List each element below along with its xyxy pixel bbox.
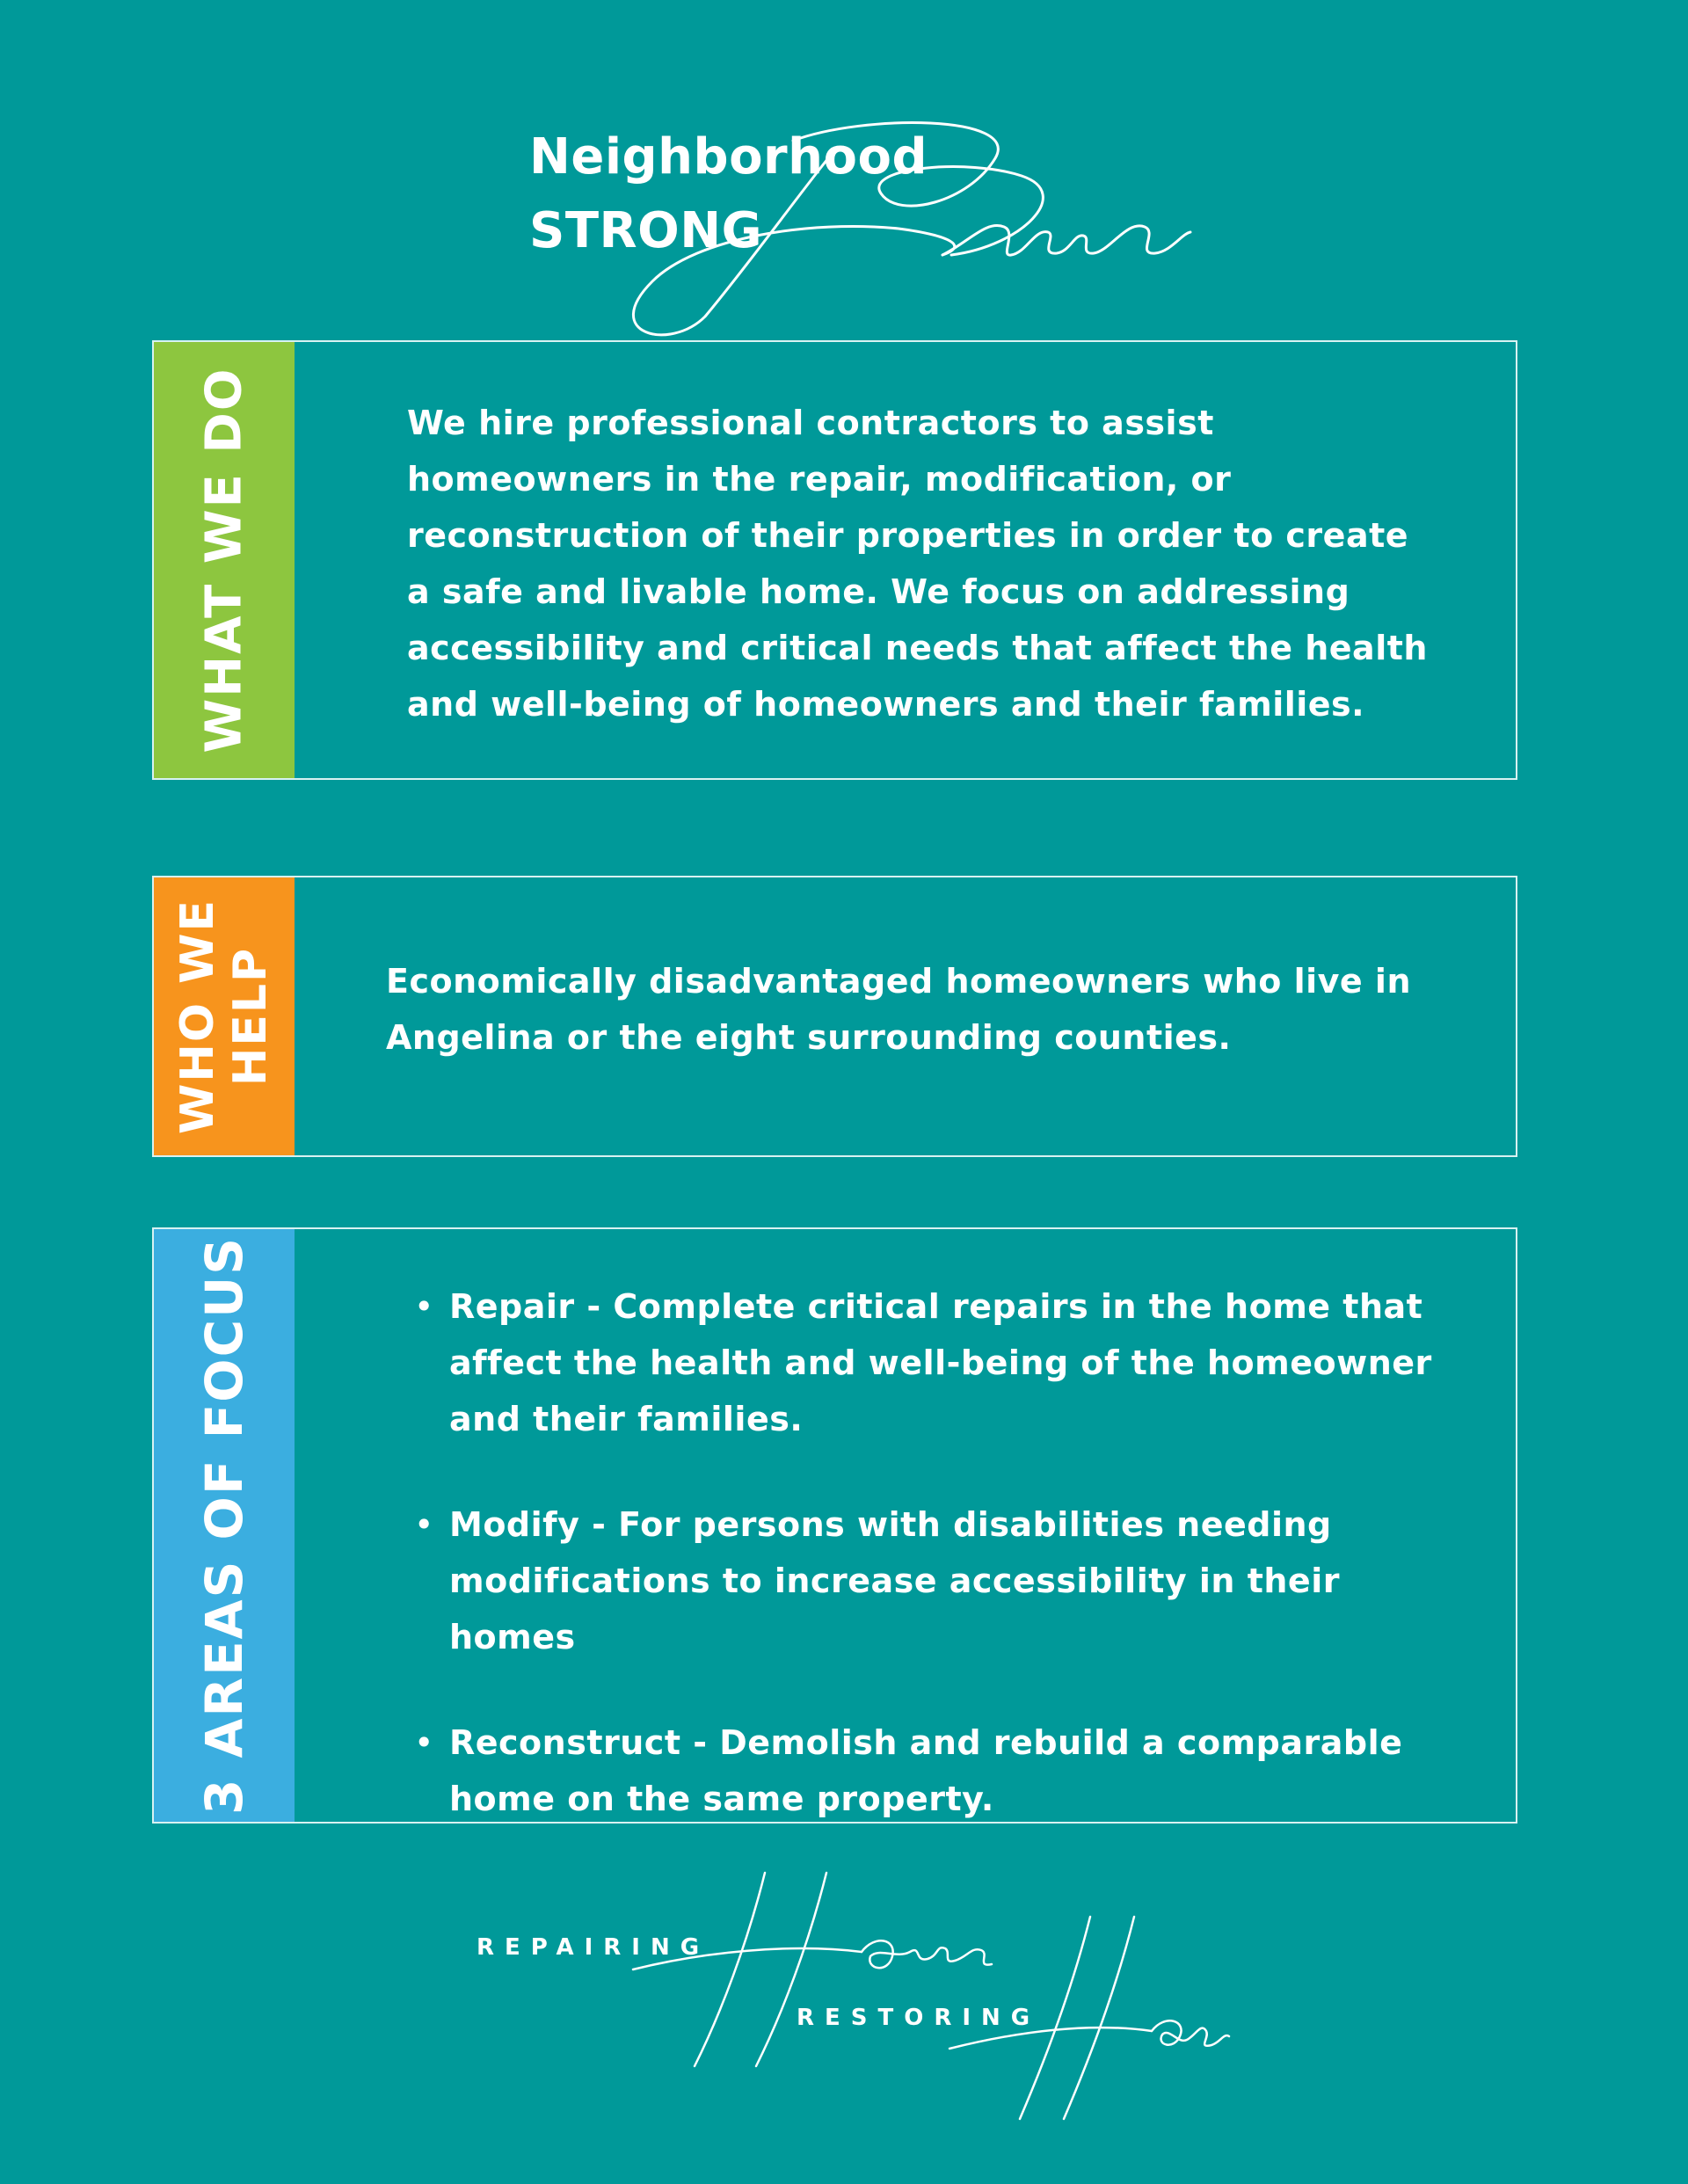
script-homes-hope-logo (457, 1864, 1231, 2163)
tab-label-line: HELP (224, 946, 277, 1087)
tab-label-areas-of-focus: 3 AREAS OF FOCUS (194, 1235, 254, 1816)
areas-of-focus-list-wrap (414, 1278, 1469, 1876)
footer-tagline (457, 1864, 1231, 2163)
tab-label-line: WHO WE (171, 898, 224, 1135)
focus-line: • Repair - Complete critical repairs in the home that (449, 1287, 1423, 1326)
tab-who-we-help (154, 877, 295, 1155)
tab-what-we-do (154, 342, 295, 778)
tab-label-who-we-help (171, 899, 277, 1134)
who-we-help-line: Angelina or the eight surrounding counties. (386, 1018, 1232, 1057)
who-we-help-line: Economically disadvantaged homeowners who live in (386, 962, 1412, 1001)
focus-item-repair (414, 1278, 1469, 1447)
focus-line: • Reconstruct - Demolish and rebuild a comparable (449, 1723, 1403, 1762)
what-we-do-line: a safe and livable home. We focus on addressing (407, 572, 1350, 611)
focus-item-modify (414, 1496, 1469, 1665)
focus-line: and their families. (449, 1400, 804, 1438)
logo-title (529, 123, 1197, 334)
section-who-we-help (152, 876, 1517, 1157)
script-basics-logo (529, 123, 1197, 334)
what-we-do-line: reconstruction of their properties in order to create (407, 516, 1409, 555)
what-we-do-line: and well-being of homeowners and their families. (407, 685, 1365, 724)
focus-item-reconstruct (414, 1714, 1469, 1827)
section-what-we-do (152, 340, 1517, 780)
tab-areas-of-focus (154, 1229, 295, 1822)
who-we-help-text (386, 953, 1441, 1066)
what-we-do-text (407, 395, 1462, 732)
section-areas-of-focus (152, 1227, 1517, 1824)
focus-line: • Modify - For persons with disabilities needing (449, 1505, 1332, 1544)
title-line-neighborhood: Neighborhood (529, 128, 928, 186)
tab-label-what-we-do: WHAT WE DO (195, 367, 253, 753)
focus-line: modifications to increase accessibility in their homes (449, 1562, 1340, 1656)
tagline-restoring: RESTORING (797, 2005, 1041, 2031)
focus-line: home on the same property. (449, 1780, 994, 1818)
focus-list (414, 1278, 1469, 1827)
title-line-strong: STRONG (529, 202, 763, 259)
tagline-repairing: REPAIRING (477, 1934, 710, 1961)
what-we-do-line: We hire professional contractors to assist (407, 404, 1214, 442)
what-we-do-line: accessibility and critical needs that affect the health (407, 629, 1428, 667)
what-we-do-line: homeowners in the repair, modification, or (407, 460, 1232, 499)
focus-line: affect the health and well-being of the homeowner (449, 1343, 1432, 1382)
